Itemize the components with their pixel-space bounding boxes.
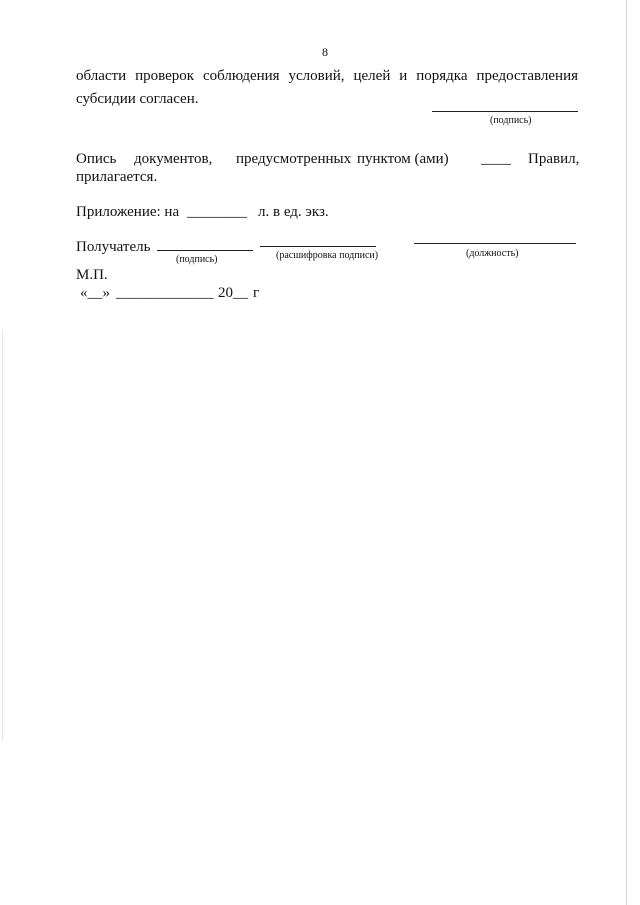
recipient-position-line <box>414 243 576 244</box>
stamp-label: М.П. <box>76 267 108 283</box>
recipient-caption-signature: (подпись) <box>176 254 218 265</box>
page-edge-left <box>2 330 3 740</box>
date-day-blank: «__» <box>80 285 110 301</box>
recipient-caption-position: (должность) <box>466 248 519 259</box>
recipient-caption-decoding: (расшифровка подписи) <box>276 250 379 261</box>
attachment-blank: ________ <box>187 204 247 220</box>
attachment-text-after: л. в ед. экз. <box>258 204 329 220</box>
inventory-line-2: прилагается. <box>76 169 158 185</box>
inventory-word-4: пунктом (ами) <box>357 151 449 167</box>
consent-text-line-1: области проверок соблюдения условий, целей и порядка предоставления <box>76 68 578 84</box>
recipient-signature-line <box>157 250 253 251</box>
inventory-word-3: предусмотренных <box>236 151 352 167</box>
date-year-prefix: 20__ <box>218 285 248 301</box>
date-month-blank: _____________ <box>116 285 214 301</box>
recipient-decoding-line <box>260 246 376 247</box>
page-number: 8 <box>322 45 328 59</box>
signature-caption: (подпись) <box>490 115 532 126</box>
recipient-label: Получатель <box>76 239 151 255</box>
inventory-word-1: Опись <box>76 151 117 167</box>
page-edge-right <box>626 0 627 905</box>
consent-text-line-2: субсидии согласен. <box>76 91 199 107</box>
inventory-blank: ____ <box>481 151 511 167</box>
inventory-word-5: Правил, <box>528 151 580 167</box>
inventory-word-2: документов, <box>134 151 213 167</box>
attachment-text-before: Приложение: на <box>76 204 180 220</box>
date-year-suffix: г <box>253 285 260 301</box>
signature-line <box>432 111 578 112</box>
